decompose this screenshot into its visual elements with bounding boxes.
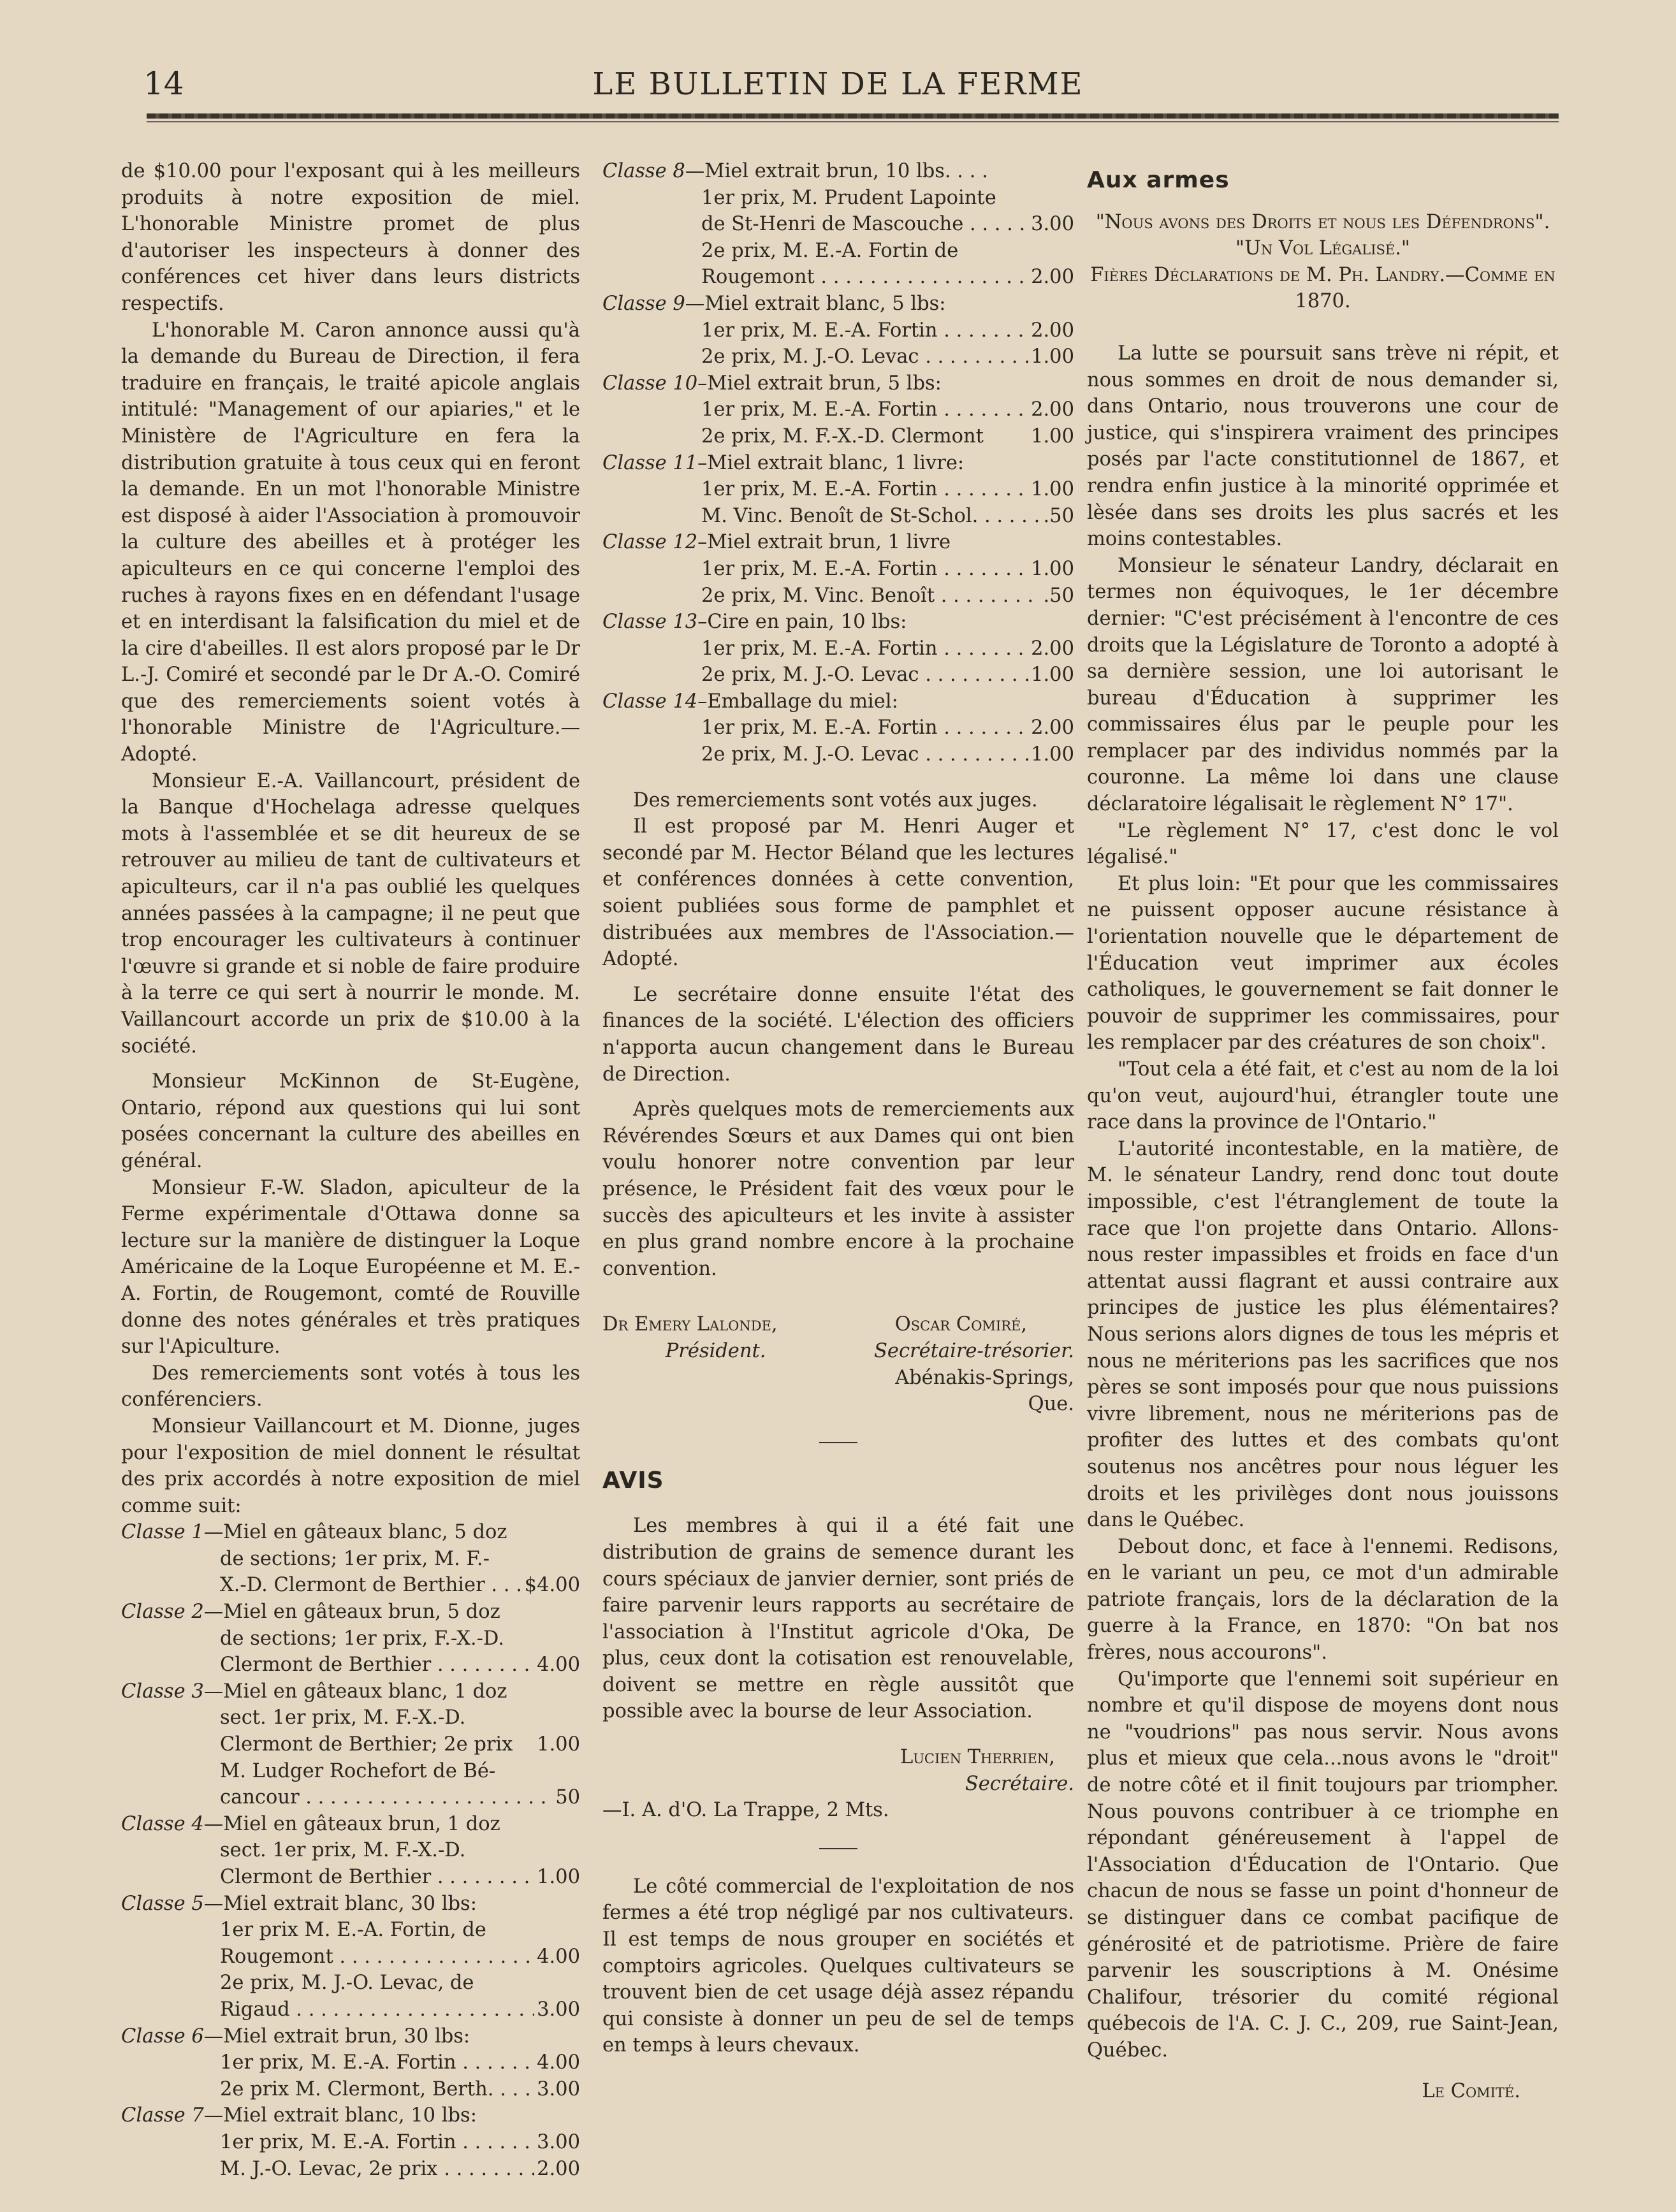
class-label: Classe 8 <box>602 160 685 182</box>
convention-signatures <box>602 1311 1074 1417</box>
class-label: Classe 11 <box>602 451 698 474</box>
paragraph: L'autorité incontestable, en la matière, de M. le sénateur Landry, rend donc tout doute impossible, c'est l'étranglement de toute la race que l'on projette dans Ontario. Allons-nous rester impassibles et froids en face d'un attentat aussi flagrant et aussi contraire aux principes de justice les plus élémentaires? Nous serions alors dignes de tous les mépris et nous ne mériterions pas les sacrifices que nos pères se sont imposés pour que nous puissions vivre librement, nous ne mériterions pas de profiter des luttes et des combats qu'ont soutenus nos ancêtres pour nous léguer les droits et les privilèges dont nous jouissons dans le Québec. <box>1087 1137 1559 1532</box>
paragraph: "Tout cela a été fait, et c'est au nom de la loi qu'on veut, aujourd'hui, étrangler toute une race dans la province de l'Ontario." <box>1087 1058 1559 1134</box>
section-divider <box>819 1442 857 1443</box>
section-divider <box>819 1848 857 1849</box>
prize-class-2: Classe 2—Miel en gâteaux brun, 5 doz de sections; 1er prix, F.-X.-D. Clermont de Berthier . . . 4.00 <box>121 1599 580 1678</box>
class-label: Classe 4 <box>121 1812 204 1835</box>
prize-class-9: Classe 9—Miel extrait blanc, 5 lbs: 1er prix, M. E.-A. Fortin . . . 2.00 2e prix, M. J.-O. Levac . . . 1.00 <box>602 291 1074 370</box>
prize-class-7: Classe 7—Miel extrait blanc, 10 lbs: 1er prix, M. E.-A. Fortin . . . 3.00 M. J.-O. Levac, 2e prix . . . 2.00 <box>121 2102 580 2182</box>
paragraph: Monsieur le sénateur Landry, déclarait en termes non équivoques, le 1er décembre dernier: "C'est précisément à l'encontre de ces droits que la Législature de Toronto a adopté à sa dernière session, une loi autorisant le bureau d'Éducation à supprimer les commissaires élus par le peuple pour les remplacer par des individus nommés par la couronne. La même loi dans une clause déclaratoire légalisait le règlement N° 17". <box>1087 554 1559 816</box>
prize-value: 3.00 <box>537 1998 580 2021</box>
class-label: Classe 14 <box>602 690 698 713</box>
prize-value: 3.00 <box>537 2077 580 2100</box>
paragraph: Debout donc, et face à l'ennemi. Redisons, en le variant un peu, ce mot d'un admirable patriote français, lors de la déclaration de la guerre à la France, en 1870: "On bat nos frères, nous accourons". <box>1087 1535 1559 1664</box>
prize-value: 4.00 <box>537 1654 580 1677</box>
signature-place: —I. A. d'O. La Trappe, 2 Mts. <box>602 1799 889 1822</box>
paragraph: Après quelques mots de remerciements aux Révérendes Sœurs et aux Dames qui ont bien voulu honorer notre convention par leur présence, le Président fait des vœux pour le succès des apiculteurs et les invite à assister en plus grand nombre encore à la prochaine convention. <box>602 1098 1074 1280</box>
header-rule-thin <box>147 121 1559 122</box>
prize-class-5: Classe 5—Miel extrait blanc, 30 lbs: 1er prix M. E.-A. Fortin, de Rougemont . . . 4.00 2e prix, M. J.-O. Levac, de Rigaud . . . 3.00 <box>121 1891 580 2023</box>
paragraph: Le côté commercial de l'exploitation de nos fermes a été trop négligé par nos cultivateurs. Il est temps de nous grouper en sociétés et comptoirs agricoles. Quelques cultivateurs se trouvent bien de cet usage déjà assez répandu qui consiste à donner un peu de sel de temps en temps à leurs chevaux. <box>602 1875 1074 2057</box>
article-subtitle: "Nous avons des Droits et nous les Défendrons". "Un Vol Légalisé." <box>1095 210 1550 260</box>
paragraph: Monsieur E.-A. Vaillancourt, président de la Banque d'Hochelaga adresse quelques mots à l'assemblée et se dit heureux de se retrouver au milieu de tant de cultivateurs et apiculteurs, car il n'a pas oublié les quelques années passées à la campagne; il ne peut que trop encourager les cultivateurs à continuer l'œuvre si grande et si noble de faire produire à la terre ce qui sert à nourrir le monde. M. Vaillancourt accorde un prix de $10.00 à la société. <box>121 769 580 1058</box>
column-1 <box>121 158 580 2182</box>
prize-class-11: Classe 11–Miel extrait blanc, 1 livre: 1er prix, M. E.-A. Fortin . . . 1.00 M. Vinc. Benoît de St-Schol. . . . .50 <box>602 450 1074 530</box>
prize-value: 1.00 <box>1031 557 1074 580</box>
prize-value: 2.00 <box>1031 266 1074 289</box>
prize-class-13: Classe 13–Cire en pain, 10 lbs: 1er prix, M. E.-A. Fortin . . . 2.00 2e prix, M. J.-O. Levac . . . 1.00 <box>602 609 1074 688</box>
paragraph: Des remerciements sont votés à tous les conférenciers. <box>121 1362 580 1411</box>
signature-role: Président. <box>665 1339 766 1362</box>
running-title: LE BULLETIN DE LA FERME <box>592 66 1084 102</box>
paragraph: Des remerciements sont votés aux juges. <box>633 789 1038 811</box>
prize-value: $4.00 <box>524 1574 580 1597</box>
prize-value: 1.00 <box>1031 346 1074 368</box>
prize-value: 2.00 <box>1031 717 1074 739</box>
paragraph: "Le règlement N° 17, c'est donc le vol légalisé." <box>1087 819 1559 869</box>
prize-class-8: Classe 8—Miel extrait brun, 10 lbs. . . . 1er prix, M. Prudent Lapointe de St-Henri de Mascouche . . . 3.00 2e prix, M. E.-A. Fortin de Rougemont . . . 2.00 <box>602 158 1074 291</box>
section-title-avis: AVIS <box>602 1467 664 1494</box>
prize-value: 1.00 <box>1031 664 1074 687</box>
class-label: Classe 12 <box>602 531 698 554</box>
prize-class-12: Classe 12–Miel extrait brun, 1 livre 1er prix, M. E.-A. Fortin . . . 1.00 2e prix, M. Vinc. Benoît . . . .50 <box>602 529 1074 609</box>
article-title: Aux armes <box>1087 167 1230 193</box>
prize-value: 2.00 <box>537 2157 580 2180</box>
paragraph: Et plus loin: "Et pour que les commissaires ne puissent opposer aucune résistance à l'orientation nouvelle que le département de l'Éducation veut imprimer aux écoles catholiques, le gouvernement se fait donner le pouvoir de supprimer les commissaires, pour les remplacer par des créatures de son choix". <box>1087 872 1559 1054</box>
signature-place: Abénakis-Springs, Que. <box>895 1366 1074 1416</box>
prize-value: .50 <box>1043 584 1074 607</box>
signature-role: Secrétaire. <box>965 1772 1074 1795</box>
signature-name: Dr Emery Lalonde, <box>602 1313 778 1336</box>
class-label: Classe 9 <box>602 292 685 315</box>
paragraph: Les membres à qui il a été fait une distribution de grains de semence durant les cours spéciaux de janvier dernier, sont priés de faire parvenir leurs rapports au secrétaire de l'association à l'Institut agricole d'Oka, De plus, ceux dont la cotisation est renouvelable, doivent se mettre en règle aussitôt que possible avec la bourse de leur Association. <box>602 1515 1074 1723</box>
prize-class-10: Classe 10–Miel extrait brun, 5 lbs: 1er prix, M. E.-A. Fortin . . . 2.00 2e prix, M. F.-X.-D. Clermont 1.00 <box>602 370 1074 450</box>
article-subtitle: Fières Déclarations de M. Ph. Landry.—Comme en 1870. <box>1090 263 1556 313</box>
signature-name: Oscar Comiré, <box>894 1313 1028 1336</box>
prize-class-4: Classe 4—Miel en gâteaux brun, 1 doz sect. 1er prix, M. F.-X.-D. Clermont de Berthier . . . 1.00 <box>121 1811 580 1891</box>
class-label: Classe 13 <box>602 611 698 634</box>
paragraph: Monsieur Vaillancourt et M. Dionne, juges pour l'exposition de miel donnent le résultat des prix accordés à notre exposition de miel comme suit: <box>121 1415 580 1517</box>
class-label: Classe 1 <box>121 1521 204 1544</box>
paragraph: de $10.00 pour l'exposant qui à les meilleurs produits à notre exposition de miel. L'honorable Ministre promet de plus d'autoriser les inspecteurs à donner des conférences cet hiver dans leurs districts respectifs. <box>121 160 580 315</box>
page-number: 14 <box>143 65 184 102</box>
prize-value: 3.00 <box>537 2130 580 2153</box>
prize-class-6: Classe 6—Miel extrait brun, 30 lbs: 1er prix, M. E.-A. Fortin . . . 4.00 2e prix M. Clermont, Berth. . . . 3.00 <box>121 2023 580 2103</box>
header-rule <box>147 113 1559 119</box>
prize-value: 1.00 <box>1031 743 1074 766</box>
prize-value: 50 <box>555 1786 580 1809</box>
paragraph: Le secrétaire donne ensuite l'état des finances de la société. L'élection des officiers n'apporta aucun changement dans le Bureau de Direction. <box>602 983 1074 1086</box>
prize-value: 1.00 <box>537 1733 580 1756</box>
paragraph: Qu'importe que l'ennemi soit supérieur en nombre et qu'il dispose de moyens dont nous ne "voudrions" pas nous servir. Nous avons plus et mieux que cela...nous avons le "droit" de notre côté et il finit toujours par triompher. Nous pouvons contribuer à ce triomphe en répondant généreusement à l'appel de l'Association d'Éducation de l'Ontario. Que chacun de nous se fasse un point d'honneur de se distinguer dans ce combat pacifique de générosité et de patriotisme. Prière de faire parvenir les souscriptions à M. Onésime Chalifour, trésorier du comité régional québecois de l'A. C. J. C., 209, rue Saint-Jean, Québec. <box>1087 1668 1559 2062</box>
article-signature: Le Comité. <box>1422 2079 1520 2102</box>
column-3 <box>1087 158 1559 2104</box>
prize-value: 4.00 <box>537 1945 580 1968</box>
prize-value: 4.00 <box>537 2051 580 2074</box>
class-label: Classe 10 <box>602 372 698 395</box>
paragraph: Il est proposé par M. Henri Auger et secondé par M. Hector Béland que les lectures et conférences données à cette convention, soient publiées sous forme de pamphlet et distribuées aux membres de l'Association.—Adopté. <box>602 815 1074 971</box>
prize-value: 1.00 <box>1031 425 1074 447</box>
prize-class-3: Classe 3—Miel en gâteaux blanc, 1 doz sect. 1er prix, M. F.-X.-D. Clermont de Berthier; 2e prix 1.00 M. Ludger Rochefort de Bé- cancour . . . 50 <box>121 1678 580 1811</box>
paragraph: L'honorable M. Caron annonce aussi qu'à la demande du Bureau de Direction, il fera traduire en français, le traité apicole anglais intitulé: "Management of our apiaries," et le Ministère de l'Agriculture en fera la distribution gratuite à tous ceux qui en feront la demande. En un mot l'honorable Ministre est disposé à aider l'Association à promouvoir la culture des abeilles et à protéger les apiculteurs en ce qui concerne l'emploi des ruches à rayons fixes en en défendant l'usage et en interdisant la falsification du miel et de la cire d'abeilles. Il est alors proposé par le Dr L.-J. Comiré et secondé par le Dr A.-O. Comiré que des remerciements soient votés à l'honorable Ministre de l'Agriculture.—Adopté. <box>121 319 580 766</box>
prize-class-1: Classe 1—Miel en gâteaux blanc, 5 doz de sections; 1er prix, M. F.- X.-D. Clermont de Berthier . . . $4.00 <box>121 1519 580 1599</box>
prize-value: 2.00 <box>1031 398 1074 421</box>
prize-value: 2.00 <box>1031 319 1074 342</box>
column-2 <box>602 158 1074 2059</box>
class-label: Classe 7 <box>121 2104 204 2127</box>
paragraph: Monsieur McKinnon de St-Eugène, Ontario, répond aux questions qui lui sont posées concernant la culture des abeilles en général. <box>121 1070 580 1172</box>
prize-value: 1.00 <box>537 1866 580 1888</box>
class-label: Classe 5 <box>121 1892 204 1915</box>
prize-value: 3.00 <box>1031 213 1074 236</box>
prize-class-14: Classe 14–Emballage du miel: 1er prix, M. E.-A. Fortin . . . 2.00 2e prix, M. J.-O. Levac . . . 1.00 <box>602 688 1074 768</box>
signature-role: Secrétaire-trésorier. <box>874 1339 1074 1362</box>
signature-name: Lucien Therrien, <box>900 1746 1055 1769</box>
class-label: Classe 3 <box>121 1680 204 1703</box>
prize-value: 1.00 <box>1031 478 1074 501</box>
class-label: Classe 6 <box>121 2025 204 2048</box>
class-label: Classe 2 <box>121 1601 204 1624</box>
page-header <box>0 57 1676 115</box>
paragraph: Monsieur F.-W. Sladon, apiculteur de la Ferme expérimentale d'Ottawa donne sa lecture sur la manière de distinguer la Loque Américaine de la Loque Européenne et M. E.-A. Fortin, de Rougemont, comté de Rouville donne des notes générales et très pratiques sur l'Apiculture. <box>121 1176 580 1358</box>
paragraph: La lutte se poursuit sans trève ni répit, et nous sommes en droit de nous demander si, dans Ontario, nous trouverons une cour de justice, qui s'inspirera vraiment des principes posés par l'acte constitutionnel de 1867, et rendra enfin justice à la minorité opprimée et lèsée dans ses droits les plus sacrés et les moins contestables. <box>1087 342 1559 551</box>
prize-value: 2.00 <box>1031 637 1074 660</box>
prize-value: .50 <box>1043 504 1074 527</box>
